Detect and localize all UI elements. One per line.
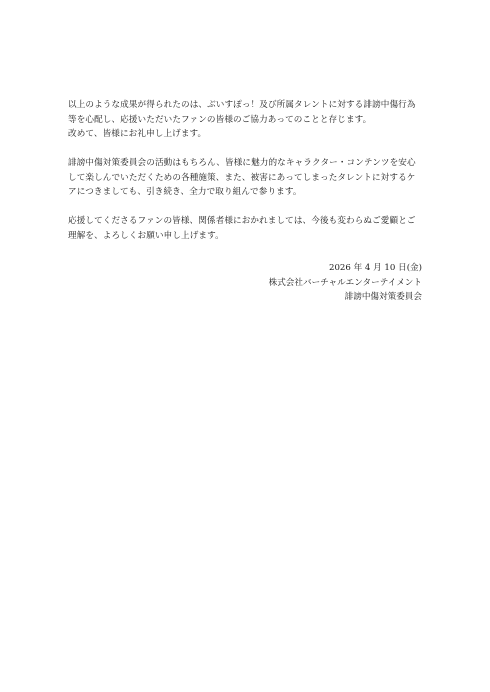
signature-committee: 誹謗中傷対策委員会 (344, 292, 422, 302)
paragraph-commitment (68, 156, 428, 200)
paragraph-line: 理解を、よろしくお願い申し上げます。 (68, 230, 224, 241)
paragraph-line: アにつきましても、引き続き、全力で取り組んで参ります。 (68, 187, 302, 197)
paragraph-line: 等を心配し、応援いただいたファンの皆様のご協力あってのことと存じます。 (68, 114, 372, 125)
signature-date: 2026 年 4 月 10 日(金) (328, 263, 422, 273)
paragraph-line: して楽しんでいただくための各種施策、また、被害にあってしまったタレントに対するケ (68, 172, 416, 183)
document-body (68, 98, 428, 258)
paragraph-gratitude (68, 98, 428, 142)
paragraph-closing (68, 214, 428, 243)
paragraph-line: 応援してくださるファンの皆様、関係者様におかれましては、今後も変わらぬご愛顧とご (68, 216, 416, 226)
signature-block (269, 261, 422, 305)
paragraph-line: 改めて、皆様にお礼申し上げます。 (68, 129, 207, 139)
paragraph-line: 以上のような成果が得られたのは、ぶいすぽっ！及び所属タレントに対する誹謗中傷行為 (68, 100, 416, 110)
signature-company: 株式会社バーチャルエンターテイメント (268, 277, 422, 288)
paragraph-line: 誹謗中傷対策委員会の活動はもちろん、皆様に魅力的なキャラクター・コンテンツを安心 (68, 158, 416, 168)
